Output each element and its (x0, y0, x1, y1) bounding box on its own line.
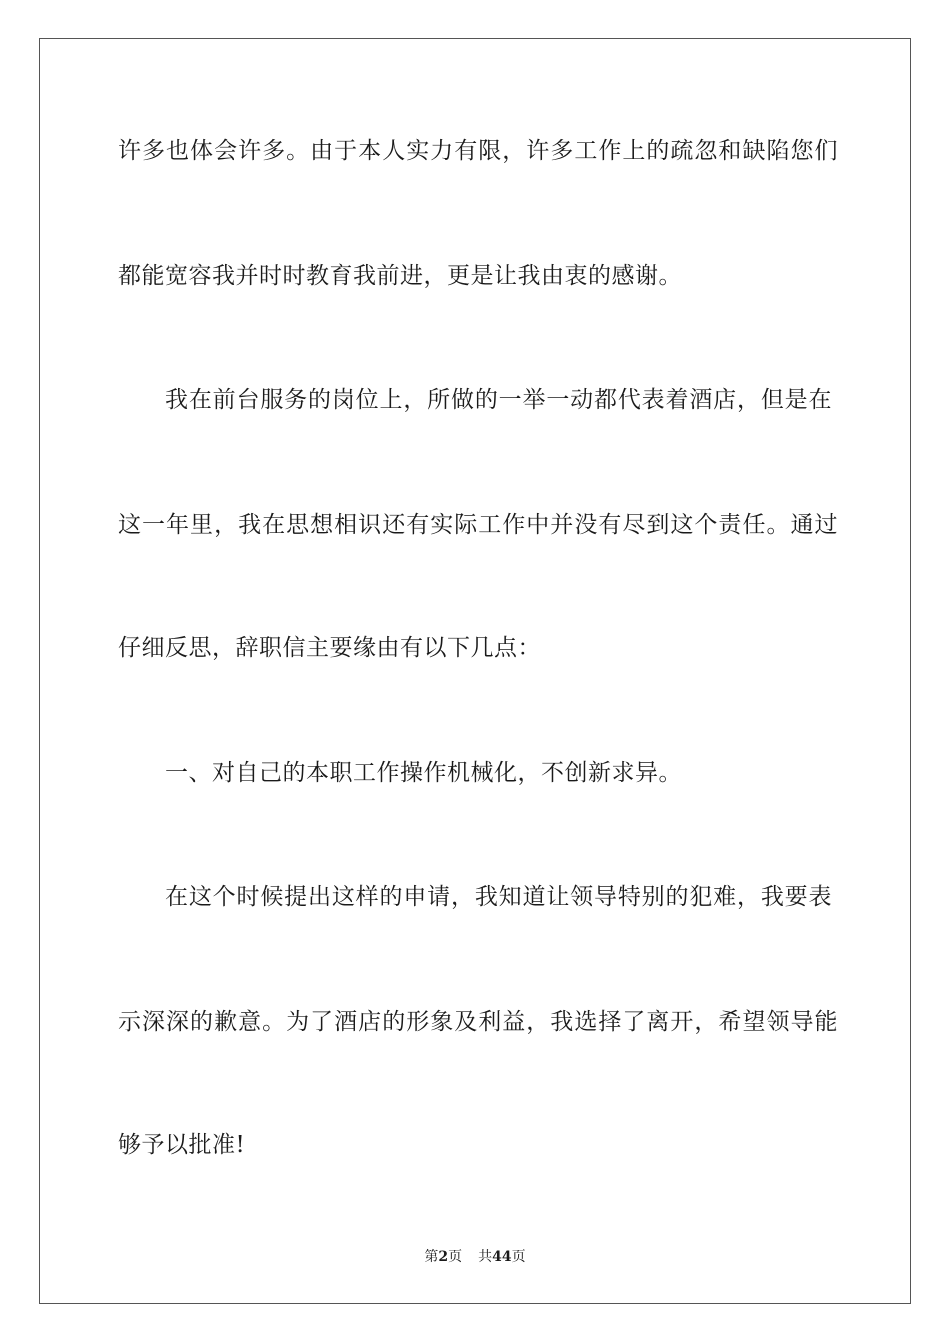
paragraph-line-9: 够予以批准! (118, 1132, 246, 1158)
page-footer (0, 1248, 950, 1266)
list-item-line: 一、对自己的本职工作操作机械化，不创新求异。 (165, 760, 682, 786)
paragraph-line-5: 仔细反思，辞职信主要缘由有以下几点： (118, 635, 541, 661)
paragraph-line-3: 我在前台服务的岗位上，所做的一举一动都代表着酒店，但是在 (165, 387, 832, 413)
paragraph-line-8: 示深深的歉意。为了酒店的形象及利益，我选择了离开，希望领导能 (118, 1009, 838, 1035)
paragraph-line-4: 这一年里，我在思想相识还有实际工作中并没有尽到这个责任。通过 (118, 512, 838, 538)
footer-total-pages: 44 (492, 1249, 512, 1265)
footer-page-suffix: 页 (448, 1249, 463, 1265)
footer-total-prefix: 共 (478, 1249, 493, 1265)
paragraph-line-7: 在这个时候提出这样的申请，我知道让领导特别的犯难，我要表 (165, 884, 832, 910)
paragraph-line-1: 许多也体会许多。由于本人实力有限，许多工作上的疏忽和缺陷您们 (118, 138, 838, 164)
page-frame (39, 38, 911, 1304)
footer-total-suffix: 页 (511, 1249, 526, 1265)
paragraph-line-2: 都能宽容我并时时教育我前进，更是让我由衷的感谢。 (118, 263, 682, 289)
footer-page-prefix: 第 (424, 1249, 439, 1265)
footer-page-number: 2 (438, 1249, 449, 1265)
